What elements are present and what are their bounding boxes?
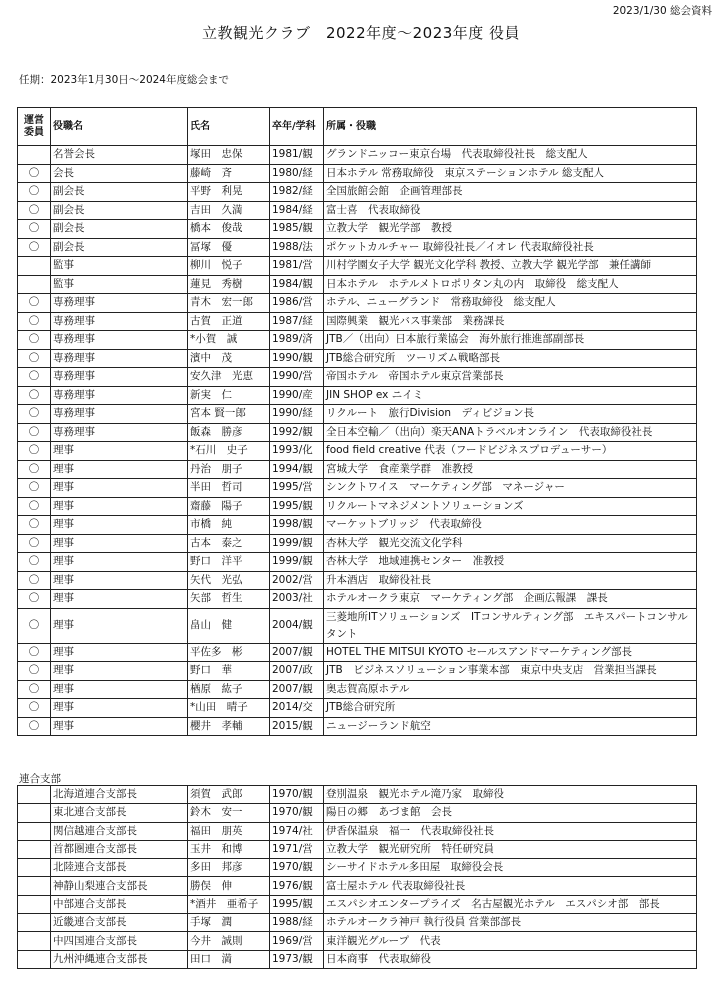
branch-section-heading: 連合支部 (19, 773, 61, 785)
graduation-year-cell: 2015/観 (270, 717, 324, 736)
role-cell: 理事 (51, 590, 188, 609)
graduation-year-cell: 1980/経 (270, 164, 324, 183)
committee-mark: 〇 (18, 497, 51, 516)
committee-mark (18, 932, 51, 950)
affiliation-cell: ニュージーランド航空 (324, 717, 697, 736)
officer-row (18, 183, 697, 202)
committee-mark (18, 895, 51, 913)
affiliation-cell: 奥志賀高原ホテル (324, 680, 697, 699)
column-header-year: 卒年/学科 (270, 108, 324, 146)
graduation-year-cell: 1987/経 (270, 312, 324, 331)
graduation-year-cell: 1969/営 (270, 932, 324, 950)
officer-row (18, 717, 697, 736)
graduation-year-cell: 1990/産 (270, 386, 324, 405)
affiliation-cell: リクルート 旅行Division ディビジョン長 (324, 405, 697, 424)
role-cell: 監事 (51, 257, 188, 276)
graduation-year-cell: 1992/観 (270, 423, 324, 442)
name-cell: 野口 洋平 (188, 553, 270, 572)
committee-mark (18, 804, 51, 822)
officer-row (18, 423, 697, 442)
committee-mark: 〇 (18, 553, 51, 572)
column-header-role: 役職名 (51, 108, 188, 146)
affiliation-cell: JTB ビジネスソリューション事業本部 東京中央支店 営業担当課長 (324, 662, 697, 681)
role-cell: 名誉会長 (51, 146, 188, 165)
role-cell: 副会長 (51, 238, 188, 257)
graduation-year-cell: 1990/経 (270, 405, 324, 424)
affiliation-cell: JTB総合研究所 (324, 699, 697, 718)
name-cell: 塚田 忠保 (188, 146, 270, 165)
branch-row (18, 786, 697, 804)
graduation-year-cell: 2007/政 (270, 662, 324, 681)
graduation-year-cell: 2003/社 (270, 590, 324, 609)
affiliation-cell: JIN SHOP ex ニイミ (324, 386, 697, 405)
name-cell: 福田 朋英 (188, 822, 270, 840)
graduation-year-cell: 1995/観 (270, 895, 324, 913)
branch-table (17, 785, 697, 969)
affiliation-cell: 国際興業 観光バス事業部 業務課長 (324, 312, 697, 331)
affiliation-cell: 陽日の郷 あづま館 会長 (324, 804, 697, 822)
role-cell: 専務理事 (51, 368, 188, 387)
graduation-year-cell: 1982/経 (270, 183, 324, 202)
graduation-year-cell: 1970/観 (270, 859, 324, 877)
role-cell: 監事 (51, 275, 188, 294)
name-cell: 濱中 茂 (188, 349, 270, 368)
name-cell: 今井 誠則 (188, 932, 270, 950)
affiliation-cell: エスパシオエンタープライズ 名古屋観光ホテル エスパシオ部 部長 (324, 895, 697, 913)
graduation-year-cell: 1999/観 (270, 553, 324, 572)
affiliation-cell: 宮城大学 食産業学群 准教授 (324, 460, 697, 479)
name-cell: 平佐多 彬 (188, 643, 270, 662)
graduation-year-cell: 1998/観 (270, 516, 324, 535)
committee-mark: 〇 (18, 516, 51, 535)
affiliation-cell: 日本ホテル 常務取締役 東京ステーションホテル 総支配人 (324, 164, 697, 183)
name-cell: 勝俣 伸 (188, 877, 270, 895)
officers-table (17, 107, 697, 736)
term-of-office: 任期：2023年1月30日～2024年度総会まで (19, 74, 229, 86)
committee-mark: 〇 (18, 460, 51, 479)
officer-row (18, 275, 697, 294)
committee-mark: 〇 (18, 294, 51, 313)
graduation-year-cell: 1994/観 (270, 460, 324, 479)
graduation-year-cell: 1995/観 (270, 497, 324, 516)
officer-row (18, 331, 697, 350)
officer-row (18, 680, 697, 699)
affiliation-cell: JTB／（出向）日本旅行業協会 海外旅行推進部副部長 (324, 331, 697, 350)
column-header-committee: 運営 委員 (18, 108, 51, 146)
affiliation-cell: グランドニッコー東京台場 代表取締役社長 総支配人 (324, 146, 697, 165)
branch-row (18, 840, 697, 858)
committee-mark (18, 950, 51, 968)
graduation-year-cell: 1993/化 (270, 442, 324, 461)
role-cell: 理事 (51, 717, 188, 736)
committee-mark: 〇 (18, 608, 51, 643)
name-cell: *酒井 亜希子 (188, 895, 270, 913)
officer-row (18, 257, 697, 276)
name-cell: 鈴木 安一 (188, 804, 270, 822)
role-cell: 首都圏連合支部長 (51, 840, 188, 858)
graduation-year-cell: 1973/観 (270, 950, 324, 968)
affiliation-cell: 升本酒店 取締役社長 (324, 571, 697, 590)
committee-mark: 〇 (18, 183, 51, 202)
branch-row (18, 950, 697, 968)
graduation-year-cell: 1990/営 (270, 368, 324, 387)
committee-mark: 〇 (18, 220, 51, 239)
role-cell: 北陸連合支部長 (51, 859, 188, 877)
officer-row (18, 516, 697, 535)
officer-row (18, 479, 697, 498)
role-cell: 九州沖縄連合支部長 (51, 950, 188, 968)
branch-row (18, 859, 697, 877)
name-cell: 櫻井 孝輔 (188, 717, 270, 736)
role-cell: 理事 (51, 479, 188, 498)
affiliation-cell: 東洋観光グループ 代表 (324, 932, 697, 950)
name-cell: 安久津 光恵 (188, 368, 270, 387)
role-cell: 専務理事 (51, 386, 188, 405)
affiliation-cell: ホテルオークラ神戸 執行役員 営業部部長 (324, 914, 697, 932)
committee-mark: 〇 (18, 331, 51, 350)
name-cell: 古本 泰之 (188, 534, 270, 553)
graduation-year-cell: 2004/観 (270, 608, 324, 643)
graduation-year-cell: 1988/法 (270, 238, 324, 257)
committee-mark: 〇 (18, 312, 51, 331)
branch-row (18, 877, 697, 895)
affiliation-cell: 全日本空輸／（出向）楽天ANAトラベルオンライン 代表取締役社長 (324, 423, 697, 442)
graduation-year-cell: 1986/営 (270, 294, 324, 313)
role-cell: 副会長 (51, 201, 188, 220)
officer-row (18, 164, 697, 183)
committee-mark: 〇 (18, 349, 51, 368)
document-date-note: 2023/1/30 総会資料 (612, 5, 712, 17)
name-cell: 矢部 哲生 (188, 590, 270, 609)
officer-row (18, 442, 697, 461)
affiliation-cell: 富士屋ホテル 代表取締役社長 (324, 877, 697, 895)
role-cell: 理事 (51, 516, 188, 535)
role-cell: 東北連合支部長 (51, 804, 188, 822)
committee-mark (18, 914, 51, 932)
affiliation-cell: 日本商事 代表取締役 (324, 950, 697, 968)
role-cell: 専務理事 (51, 405, 188, 424)
column-header-affiliation: 所属・役職 (324, 108, 697, 146)
graduation-year-cell: 1989/済 (270, 331, 324, 350)
committee-mark (18, 877, 51, 895)
officer-row (18, 643, 697, 662)
committee-mark: 〇 (18, 662, 51, 681)
affiliation-cell: シンクトワイス マーケティング部 マネージャー (324, 479, 697, 498)
name-cell: 多田 邦彦 (188, 859, 270, 877)
affiliation-cell: 富士喜 代表取締役 (324, 201, 697, 220)
column-header-name: 氏名 (188, 108, 270, 146)
graduation-year-cell: 1988/経 (270, 914, 324, 932)
officer-row (18, 497, 697, 516)
name-cell: 楢原 紘子 (188, 680, 270, 699)
name-cell: 柳川 悦子 (188, 257, 270, 276)
graduation-year-cell: 1974/社 (270, 822, 324, 840)
affiliation-cell: 三菱地所ITソリューションズ ITコンサルティング部 エキスパートコンサルタント (324, 608, 697, 643)
committee-mark (18, 786, 51, 804)
officer-row (18, 220, 697, 239)
officer-row (18, 699, 697, 718)
affiliation-cell: food field creative 代表（フードビジネスプロデューサー） (324, 442, 697, 461)
name-cell: 藤崎 斉 (188, 164, 270, 183)
branch-row (18, 804, 697, 822)
name-cell: *山田 晴子 (188, 699, 270, 718)
affiliation-cell: 杏林大学 地域連携センター 准教授 (324, 553, 697, 572)
affiliation-cell: 伊香保温泉 福一 代表取締役社長 (324, 822, 697, 840)
officer-row (18, 368, 697, 387)
branch-row (18, 822, 697, 840)
role-cell: 理事 (51, 442, 188, 461)
graduation-year-cell: 1970/観 (270, 804, 324, 822)
role-cell: 理事 (51, 699, 188, 718)
affiliation-cell: HOTEL THE MITSUI KYOTO セールスアンドマーケティング部長 (324, 643, 697, 662)
graduation-year-cell: 2007/観 (270, 643, 324, 662)
role-cell: 専務理事 (51, 312, 188, 331)
name-cell: *小賀 誠 (188, 331, 270, 350)
graduation-year-cell: 1984/経 (270, 201, 324, 220)
affiliation-cell: マーケットブリッジ 代表取締役 (324, 516, 697, 535)
role-cell: 北海道連合支部長 (51, 786, 188, 804)
role-cell: 理事 (51, 460, 188, 479)
name-cell: 半田 哲司 (188, 479, 270, 498)
committee-mark: 〇 (18, 590, 51, 609)
role-cell: 理事 (51, 553, 188, 572)
committee-mark: 〇 (18, 571, 51, 590)
graduation-year-cell: 2002/営 (270, 571, 324, 590)
officer-row (18, 571, 697, 590)
name-cell: 吉田 久満 (188, 201, 270, 220)
officer-row (18, 349, 697, 368)
name-cell: 丹治 朋子 (188, 460, 270, 479)
committee-mark: 〇 (18, 423, 51, 442)
graduation-year-cell: 1995/営 (270, 479, 324, 498)
role-cell: 専務理事 (51, 294, 188, 313)
graduation-year-cell: 1970/観 (270, 786, 324, 804)
officer-row (18, 553, 697, 572)
role-cell: 近畿連合支部長 (51, 914, 188, 932)
name-cell: 市橋 純 (188, 516, 270, 535)
officer-row (18, 590, 697, 609)
document-title: 立教観光クラブ 2022年度～2023年度 役員 (201, 24, 521, 42)
name-cell: 矢代 光弘 (188, 571, 270, 590)
affiliation-cell: シーサイドホテル多田屋 取締役会長 (324, 859, 697, 877)
name-cell: 手塚 潤 (188, 914, 270, 932)
committee-mark: 〇 (18, 680, 51, 699)
role-cell: 副会長 (51, 220, 188, 239)
name-cell: 野口 華 (188, 662, 270, 681)
name-cell: 橋本 俊哉 (188, 220, 270, 239)
name-cell: 宮本 賢一郎 (188, 405, 270, 424)
graduation-year-cell: 1981/営 (270, 257, 324, 276)
role-cell: 神静山梨連合支部長 (51, 877, 188, 895)
officer-row (18, 386, 697, 405)
graduation-year-cell: 2007/観 (270, 680, 324, 699)
name-cell: 平野 利晃 (188, 183, 270, 202)
affiliation-cell: 立教大学 観光学部 教授 (324, 220, 697, 239)
affiliation-cell: ホテル、ニューグランド 常務取締役 総支配人 (324, 294, 697, 313)
name-cell: 蓮見 秀樹 (188, 275, 270, 294)
role-cell: 専務理事 (51, 349, 188, 368)
affiliation-cell: ポケットカルチャー 取締役社長／イオレ 代表取締役社長 (324, 238, 697, 257)
role-cell: 中部連合支部長 (51, 895, 188, 913)
officer-row (18, 146, 697, 165)
branch-row (18, 895, 697, 913)
role-cell: 関信越連合支部長 (51, 822, 188, 840)
name-cell: 青木 宏一郎 (188, 294, 270, 313)
role-cell: 専務理事 (51, 331, 188, 350)
role-cell: 会長 (51, 164, 188, 183)
name-cell: 飯森 勝彦 (188, 423, 270, 442)
committee-mark: 〇 (18, 405, 51, 424)
officer-row (18, 294, 697, 313)
committee-mark: 〇 (18, 699, 51, 718)
name-cell: 新実 仁 (188, 386, 270, 405)
name-cell: 田口 満 (188, 950, 270, 968)
committee-mark (18, 840, 51, 858)
committee-mark: 〇 (18, 368, 51, 387)
role-cell: 理事 (51, 571, 188, 590)
officer-row (18, 662, 697, 681)
name-cell: 冨塚 優 (188, 238, 270, 257)
graduation-year-cell: 1971/営 (270, 840, 324, 858)
name-cell: 古賀 正道 (188, 312, 270, 331)
name-cell: 齋藤 陽子 (188, 497, 270, 516)
affiliation-cell: 帝国ホテル 帝国ホテル東京営業部長 (324, 368, 697, 387)
branch-row (18, 914, 697, 932)
role-cell: 理事 (51, 497, 188, 516)
name-cell: 畠山 健 (188, 608, 270, 643)
role-cell: 副会長 (51, 183, 188, 202)
graduation-year-cell: 1976/観 (270, 877, 324, 895)
graduation-year-cell: 1999/観 (270, 534, 324, 553)
affiliation-cell: ホテルオークラ東京 マーケティング部 企画広報課 課長 (324, 590, 697, 609)
officer-row (18, 608, 697, 643)
officer-row (18, 312, 697, 331)
officer-row (18, 238, 697, 257)
officer-row (18, 405, 697, 424)
branch-row (18, 932, 697, 950)
graduation-year-cell: 1981/観 (270, 146, 324, 165)
committee-mark (18, 257, 51, 276)
affiliation-cell: JTB総合研究所 ツーリズム戦略部長 (324, 349, 697, 368)
role-cell: 理事 (51, 534, 188, 553)
affiliation-cell: 日本ホテル ホテルメトロポリタン丸の内 取締役 総支配人 (324, 275, 697, 294)
committee-mark: 〇 (18, 643, 51, 662)
committee-mark: 〇 (18, 164, 51, 183)
role-cell: 理事 (51, 643, 188, 662)
committee-mark: 〇 (18, 238, 51, 257)
graduation-year-cell: 1985/観 (270, 220, 324, 239)
officer-row (18, 534, 697, 553)
role-cell: 理事 (51, 662, 188, 681)
affiliation-cell: 全国旅館会館 企画管理部長 (324, 183, 697, 202)
committee-mark (18, 859, 51, 877)
graduation-year-cell: 2014/交 (270, 699, 324, 718)
graduation-year-cell: 1984/観 (270, 275, 324, 294)
committee-mark (18, 275, 51, 294)
affiliation-cell: 登別温泉 観光ホテル滝乃家 取締役 (324, 786, 697, 804)
affiliation-cell: 杏林大学 観光交流文化学科 (324, 534, 697, 553)
committee-mark: 〇 (18, 442, 51, 461)
role-cell: 理事 (51, 680, 188, 699)
committee-mark: 〇 (18, 717, 51, 736)
committee-mark: 〇 (18, 479, 51, 498)
name-cell: 須賀 武郎 (188, 786, 270, 804)
officers-header-row (18, 108, 697, 146)
officer-row (18, 460, 697, 479)
committee-mark (18, 146, 51, 165)
committee-mark: 〇 (18, 534, 51, 553)
role-cell: 専務理事 (51, 423, 188, 442)
name-cell: *石川 史子 (188, 442, 270, 461)
officer-row (18, 201, 697, 220)
affiliation-cell: リクルートマネジメントソリューションズ (324, 497, 697, 516)
committee-mark: 〇 (18, 201, 51, 220)
affiliation-cell: 川村学園女子大学 観光文化学科 教授、立教大学 観光学部 兼任講師 (324, 257, 697, 276)
role-cell: 中四国連合支部長 (51, 932, 188, 950)
committee-mark (18, 822, 51, 840)
committee-mark: 〇 (18, 386, 51, 405)
name-cell: 玉井 和博 (188, 840, 270, 858)
role-cell: 理事 (51, 608, 188, 643)
affiliation-cell: 立教大学 観光研究所 特任研究員 (324, 840, 697, 858)
graduation-year-cell: 1990/観 (270, 349, 324, 368)
